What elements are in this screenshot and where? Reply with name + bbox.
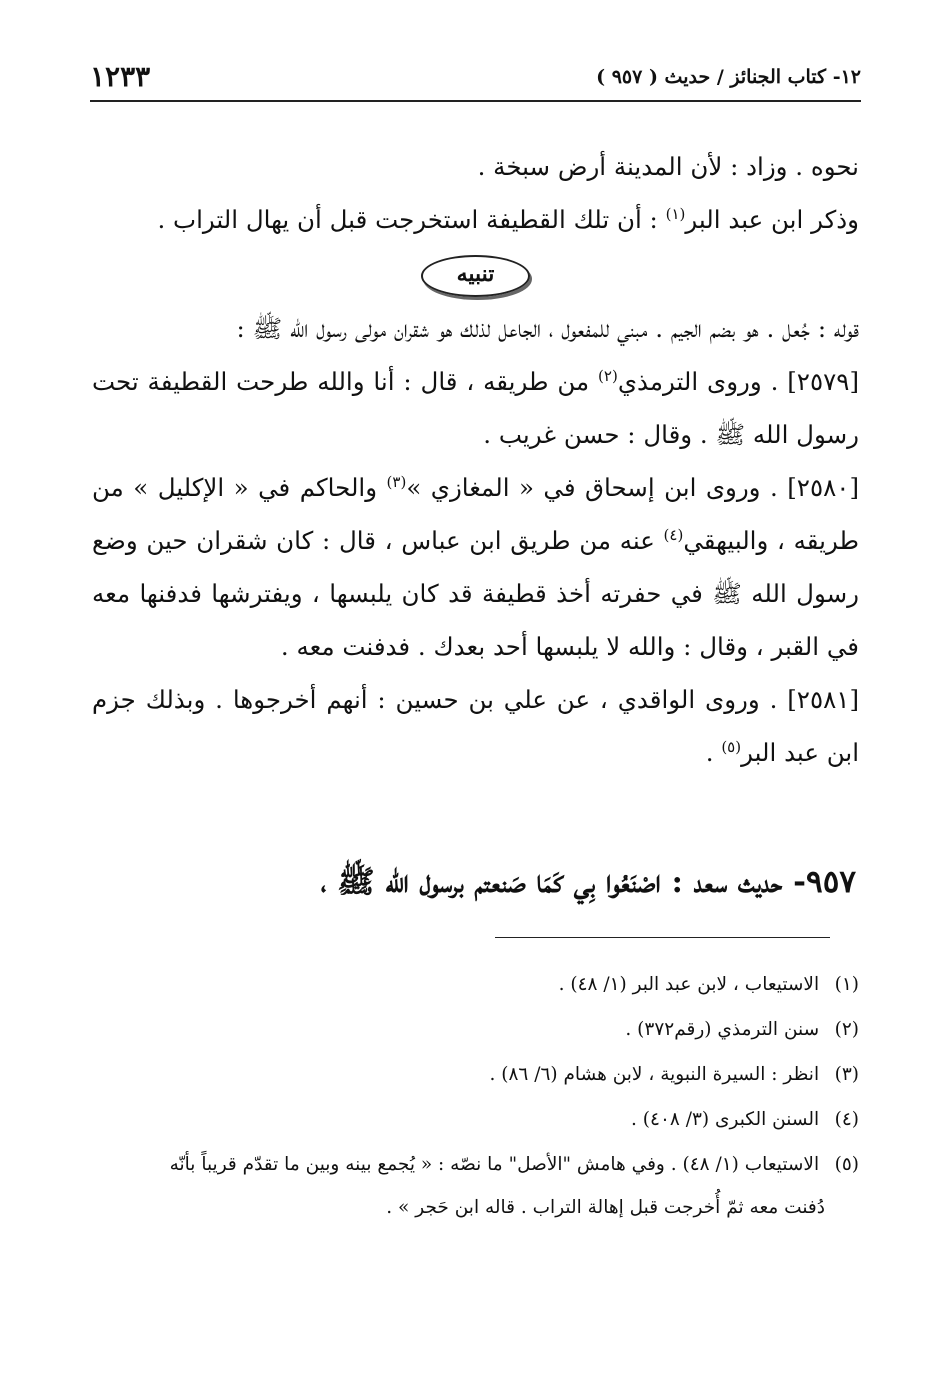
hadith-heading: ٩٥٧- حديث سعد : اصْنَعُوا بِي كَمَا صَنعتم برسول الله ﷺ ، [320, 864, 856, 900]
paragraph-text: وذكر ابن عبد البر [685, 205, 859, 234]
footnote-ref: (٤) [663, 525, 684, 544]
page-header [90, 62, 861, 102]
paragraph-text: [٢٥٧٩] . وروى الترمذي [617, 367, 859, 396]
notice-heading-wrap [92, 246, 859, 302]
footnote-text: الاستيعاب ، لابن عبد البر (١/ ٤٨) . [558, 974, 820, 995]
footnote-text: سنن الترمذي (رقم٣٧٢) . [625, 1019, 820, 1040]
footnote-number: (٤) [834, 1109, 859, 1130]
paragraph-text: والحاكم في « الإكليل » من طريقه ، والبيهقي [92, 473, 859, 555]
main-text [92, 140, 859, 779]
footnote-number: (٥) [834, 1154, 859, 1175]
paragraph-text: نحوه . وزاد : لأن المدينة أرض سبخة . [477, 152, 859, 181]
paragraph [92, 193, 859, 246]
footnote-text: السنن الكبرى (٣/ ٤٠٨) . [631, 1109, 820, 1130]
paragraph [92, 461, 859, 673]
footnote-continuation: دُفنت معه ثمّ أُخرجت قبل إهالة التراب . قاله ابن حَجر » . [386, 1197, 825, 1218]
paragraph-text: . [705, 738, 722, 767]
running-title: ١٢- كتاب الجنائز / حديث ( ٩٥٧ ) [596, 66, 861, 88]
footnote [80, 1007, 859, 1052]
paragraph [92, 355, 859, 461]
footnote [80, 1052, 859, 1097]
footnotes [80, 962, 859, 1229]
paragraph-text: قوله : جُعل . هو بضم الجيم . مبني للمفعول ، الجاعل لذلك هو شقران مولى رسول الله ﷺ : [236, 314, 859, 343]
header-divider [90, 100, 861, 102]
footnote-number: (١) [834, 974, 859, 995]
footnote-ref: (٥) [721, 737, 742, 756]
footnote [80, 962, 859, 1007]
footnote-number: (٣) [834, 1064, 859, 1085]
footnote-text: الاستيعاب (١/ ٤٨) . وفي هامش "الأصل" ما نصّه : « يُجمع بينه وبين ما تقدّم قريباً بأنّه [169, 1154, 820, 1175]
footnote-divider [495, 937, 830, 938]
paragraph-text: [٢٥٨١] . وروى الواقدي ، عن علي بن حسين : أنهم أخرجوها . وبذلك جزم ابن عبد البر [92, 685, 859, 767]
page-number: ١٢٣٣ [90, 60, 151, 93]
paragraph-text: عنه من طريق ابن عباس ، قال : كان شقران حين وضع رسول الله ﷺ في حفرته أخذ قطيفة قد كان يلبسها ، ويفترشها فدفنها معه في القبر ، وقال : والله لا يلبسها أحد بعدك . فدفنت معه . [92, 526, 859, 661]
paragraph-text: : أن تلك القطيفة استخرجت قبل أن يهال التراب . [157, 205, 666, 234]
paragraph [92, 302, 859, 355]
footnote-number: (٢) [834, 1019, 859, 1040]
paragraph-text: [٢٥٨٠] . وروى ابن إسحاق في « المغازي » [406, 473, 859, 502]
footnote-text: انظر : السيرة النبوية ، لابن هشام (٦/ ٨٦) . [489, 1064, 820, 1085]
notice-heading: تنبيه [421, 255, 531, 297]
footnote-ref: (١) [665, 204, 686, 223]
paragraph [92, 140, 859, 193]
footnote [80, 1097, 859, 1142]
footnote-ref: (٣) [386, 472, 407, 491]
footnote-ref: (٢) [598, 366, 618, 385]
paragraph [92, 673, 859, 779]
footnote [80, 1142, 859, 1187]
paragraph-text: من طريقه ، قال : أنا والله طرحت القطيفة تحت رسول الله ﷺ . وقال : حسن غريب . [92, 367, 859, 449]
